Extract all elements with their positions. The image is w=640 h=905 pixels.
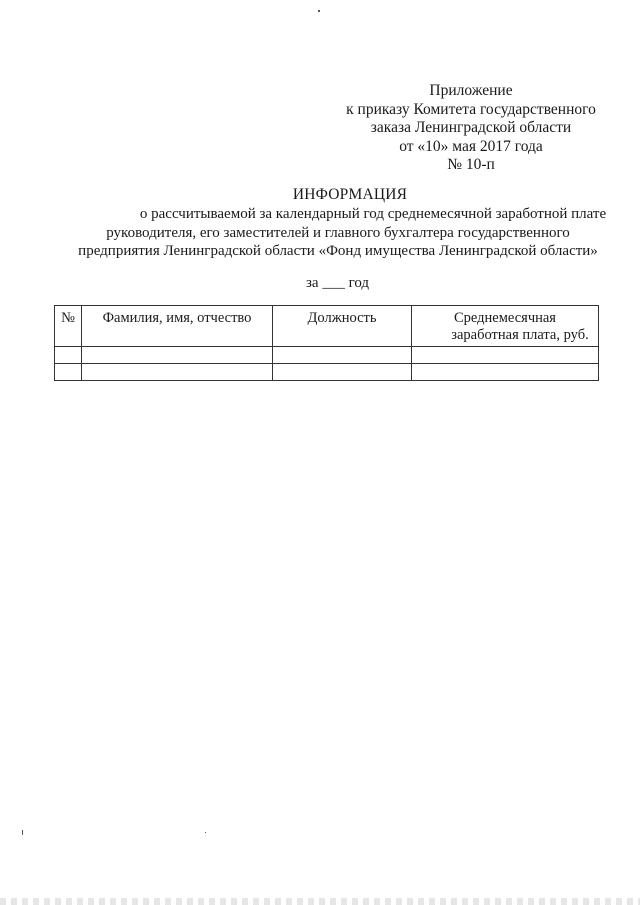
header-position: Должность <box>273 306 412 347</box>
appendix-date: от «10» мая 2017 года <box>399 137 543 155</box>
table-cell <box>82 347 273 364</box>
reporting-period: за ___ год <box>306 275 370 291</box>
appendix-label: Приложение <box>429 82 513 99</box>
scan-speck <box>318 10 320 12</box>
document-subtitle <box>50 205 626 261</box>
table-cell <box>412 347 599 364</box>
table-cell <box>273 364 412 381</box>
appendix-header <box>330 82 612 175</box>
subtitle-line: руководителя, его заместителей и главного бухгалтера государственного <box>106 224 570 241</box>
appendix-number: № 10-п <box>447 156 495 173</box>
document-title: ИНФОРМАЦИЯ <box>292 186 408 203</box>
appendix-organization: заказа Ленинградской области <box>370 119 572 136</box>
table-row <box>55 364 599 381</box>
subtitle-line: о рассчитываемой за календарный год среднемесячной заработной плате <box>139 206 607 222</box>
header-full-name: Фамилия, имя, отчество <box>82 306 273 347</box>
table-header-row <box>55 306 599 347</box>
table-cell <box>55 364 82 381</box>
table-cell <box>82 364 273 381</box>
header-salary-line: заработная плата, руб. <box>451 327 589 343</box>
table-row <box>55 347 599 364</box>
subtitle-line: предприятия Ленинградской области «Фонд имущества Ленинградской области» <box>78 243 598 259</box>
table-cell <box>55 347 82 364</box>
scan-bottom-edge <box>0 898 640 905</box>
appendix-order-ref: к приказу Комитета государственного <box>346 100 596 118</box>
table-cell <box>273 347 412 364</box>
salary-table <box>54 305 599 381</box>
scan-speck <box>22 830 23 835</box>
scan-speck <box>205 832 206 833</box>
header-average-salary <box>412 306 599 347</box>
header-number: № <box>55 306 82 347</box>
table-cell <box>412 364 599 381</box>
header-salary-line: Среднемесячная <box>454 310 556 326</box>
